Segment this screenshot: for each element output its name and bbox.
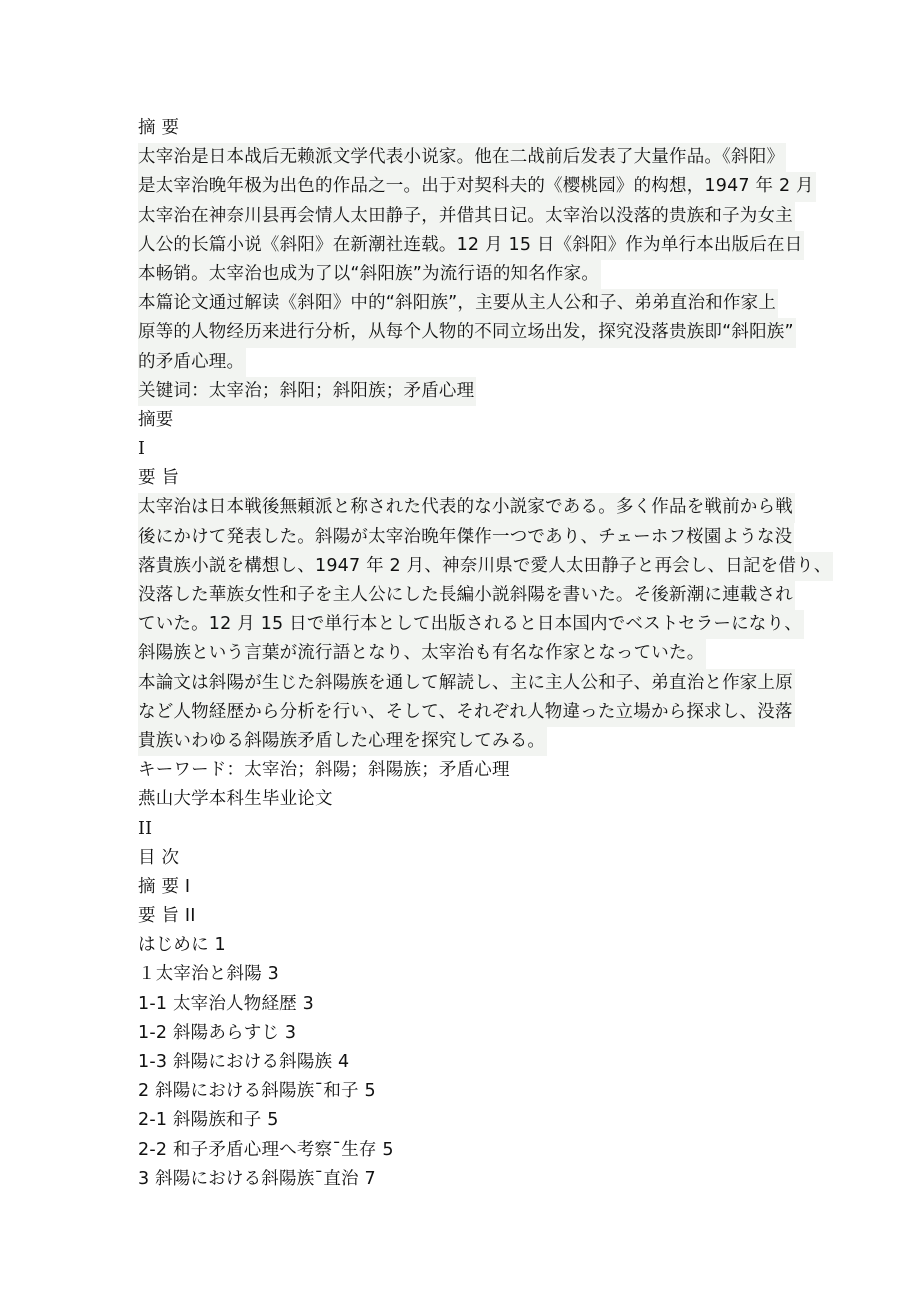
abstract-jp-heading: 要 旨 (138, 468, 180, 489)
text-line: 是太宰治晚年极为出色的作品之一。出于对契科夫的《樱桃园》的构想，1947 年 2 月 (138, 172, 816, 201)
text-line: 後にかけて発表した。斜陽が太宰治晩年傑作一つであり、チェーホフ桜園ような没 (138, 523, 794, 552)
table-of-contents (138, 873, 818, 1194)
abstract-jp-keywords: キーワード：太宰治；斜陽；斜陽族；矛盾心理 (138, 760, 510, 781)
page-footer-label: 摘要 (138, 409, 174, 430)
toc-entry: 2 斜陽における斜陽族¯和子 5 (138, 1081, 376, 1102)
text-line: 貴族いわゆる斜陽族矛盾した心理を探究してみる。 (138, 727, 547, 756)
toc-heading: 目 次 (138, 847, 180, 868)
text-line: 原等的人物经历来进行分析，从每个人物的不同立场出发，探究没落贵族即“斜阳族” (138, 318, 796, 347)
text-line: 本篇论文通过解读《斜阳》中的“斜阳族”，主要从主人公和子、弟弟直治和作家上 (138, 289, 778, 318)
toc-entry: １太宰治と斜陽 3 (138, 964, 279, 985)
text-line: 太宰治是日本战后无赖派文学代表小说家。他在二战前后发表了大量作品。《斜阳》 (138, 143, 786, 172)
text-line: 人公的长篇小说《斜阳》在新潮社连载。12 月 15 日《斜阳》作为单行本出版后在日 (138, 231, 804, 260)
text-line: 斜陽族という言葉が流行語となり、太宰治も有名な作家となっていた。 (138, 639, 706, 668)
toc-entry: 2-1 斜陽族和子 5 (138, 1110, 279, 1131)
text-line: ていた。12 月 15 日で単行本として出版されると日本国内でベストセラーになり、 (138, 610, 804, 639)
abstract-cn-keywords: 关键词：太宰治；斜阳；斜阳族；矛盾心理 (138, 377, 476, 406)
text-line: 本畅销。太宰治也成为了以“斜阳族”为流行语的知名作家。 (138, 260, 601, 289)
toc-entry: 1-3 斜陽における斜陽族 4 (138, 1052, 350, 1072)
toc-entry: はじめに 1 (138, 935, 226, 956)
toc-entry: 摘 要 I (138, 876, 191, 897)
page-footer-label: 燕山大学本科生毕业论文 (138, 789, 333, 810)
toc-entry: 3 斜陽における斜陽族¯直治 7 (138, 1168, 376, 1189)
text-line: 没落した華族女性和子を主人公にした長編小説斜陽を書いた。そ後新潮に連載され (138, 581, 795, 610)
text-line: 太宰治在神奈川县再会情人太田静子，并借其日记。太宰治以没落的贵族和子为女主 (138, 202, 795, 231)
toc-entry: 1-1 太宰治人物経歴 3 (138, 993, 314, 1014)
abstract-jp-paragraph-1 (138, 493, 832, 668)
text-line: 落貴族小説を構想し、1947 年 2 月、神奈川県で愛人太田静子と再会し、日記を借り、 (138, 552, 833, 581)
text-line: 的矛盾心理。 (138, 348, 246, 377)
toc-entry: 2-2 和子矛盾心理へ考察¯生存 5 (138, 1139, 394, 1160)
abstract-cn-paragraph-1 (138, 143, 818, 289)
toc-entry: 1-2 斜陽あらすじ 3 (138, 1022, 297, 1043)
text-line: 太宰治は日本戦後無頼派と称された代表的な小説家である。多く作品を戦前から戦 (138, 493, 795, 522)
document-page (138, 114, 832, 1194)
page-number: I (138, 439, 146, 460)
text-line: など人物経歴から分析を行い、そして、それぞれ人物違った立場から探求し、没落 (138, 698, 795, 727)
page-number: II (138, 818, 153, 839)
abstract-cn-heading: 摘 要 (138, 118, 180, 138)
abstract-jp-paragraph-2 (138, 669, 818, 757)
toc-entry: 要 旨 II (138, 906, 196, 927)
abstract-cn-paragraph-2 (138, 289, 818, 377)
text-line: 本論文は斜陽が生じた斜陽族を通して解読し、主に主人公和子、弟直治と作家上原 (138, 669, 795, 698)
